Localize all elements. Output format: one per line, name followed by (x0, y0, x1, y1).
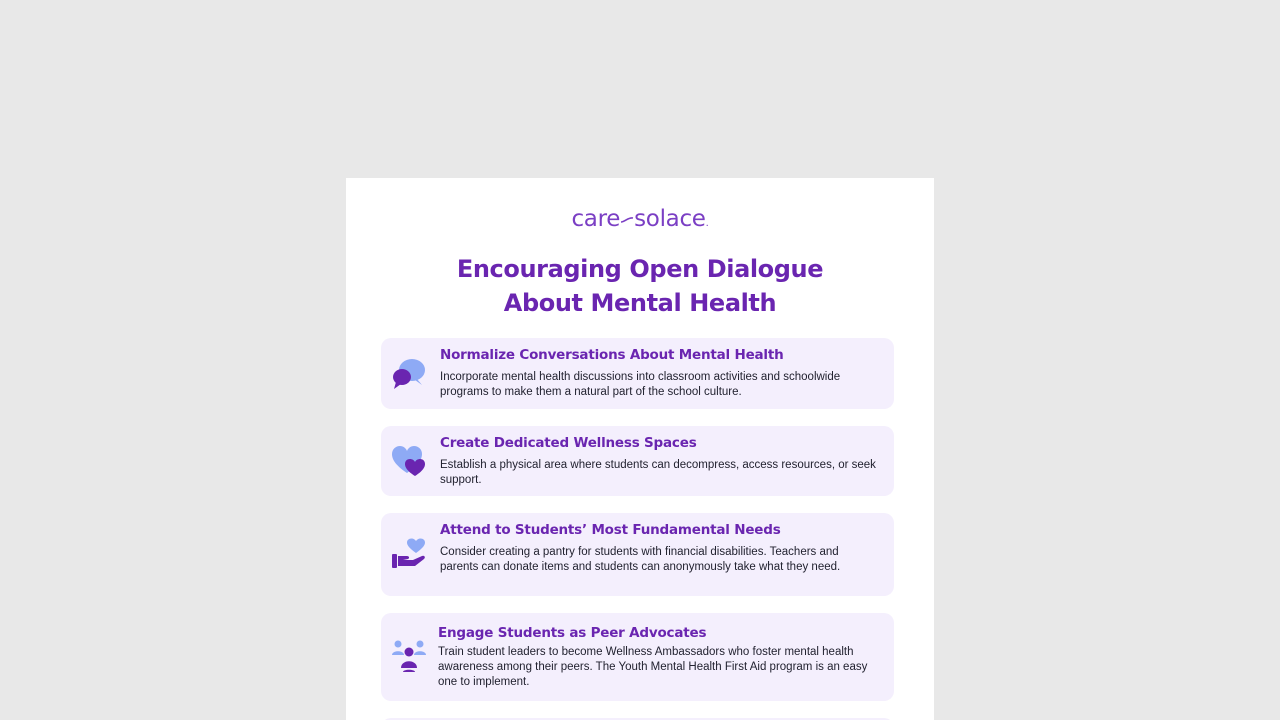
title-line-2: About Mental Health (503, 289, 777, 317)
tip-card-3 (381, 513, 894, 596)
card-body: Consider creating a pantry for students with financial disabilities. Teachers and parents can donate items and students can anonymously take what they need. (440, 546, 841, 573)
title-line-1: Encouraging Open Dialogue (456, 255, 824, 283)
logo-swoosh-icon (620, 216, 634, 224)
document-page (346, 178, 934, 720)
caresolace-logo (346, 206, 934, 232)
tip-card-4 (381, 613, 894, 701)
tip-card-2 (381, 426, 894, 496)
card-heading: Attend to Students’ Most Fundamental Needs (440, 522, 781, 538)
card-heading: Normalize Conversations About Mental Health (440, 347, 784, 363)
logo-text-solace: solace (634, 206, 706, 232)
card-body: Establish a physical area where students can decompress, access resources, or seek support. (440, 459, 876, 486)
card-heading: Create Dedicated Wellness Spaces (440, 435, 697, 451)
card-heading: Engage Students as Peer Advocates (438, 625, 707, 641)
people-group-icon (391, 639, 427, 675)
card-body: Incorporate mental health discussions into classroom activities and schoolwide programs to make them a natural part of the school culture. (440, 371, 841, 398)
logo-mark: . (705, 218, 709, 229)
page-title (346, 252, 934, 320)
chat-bubbles-icon (391, 356, 427, 392)
hand-heart-icon (391, 537, 427, 573)
logo-text-care: care (571, 206, 621, 232)
hearts-icon (391, 443, 427, 479)
tip-card-1 (381, 338, 894, 409)
card-body: Train student leaders to become Wellness Ambassadors who foster mental health awareness among their peers. The Youth Mental Health First Aid program is an easy one to implement. (438, 646, 868, 688)
